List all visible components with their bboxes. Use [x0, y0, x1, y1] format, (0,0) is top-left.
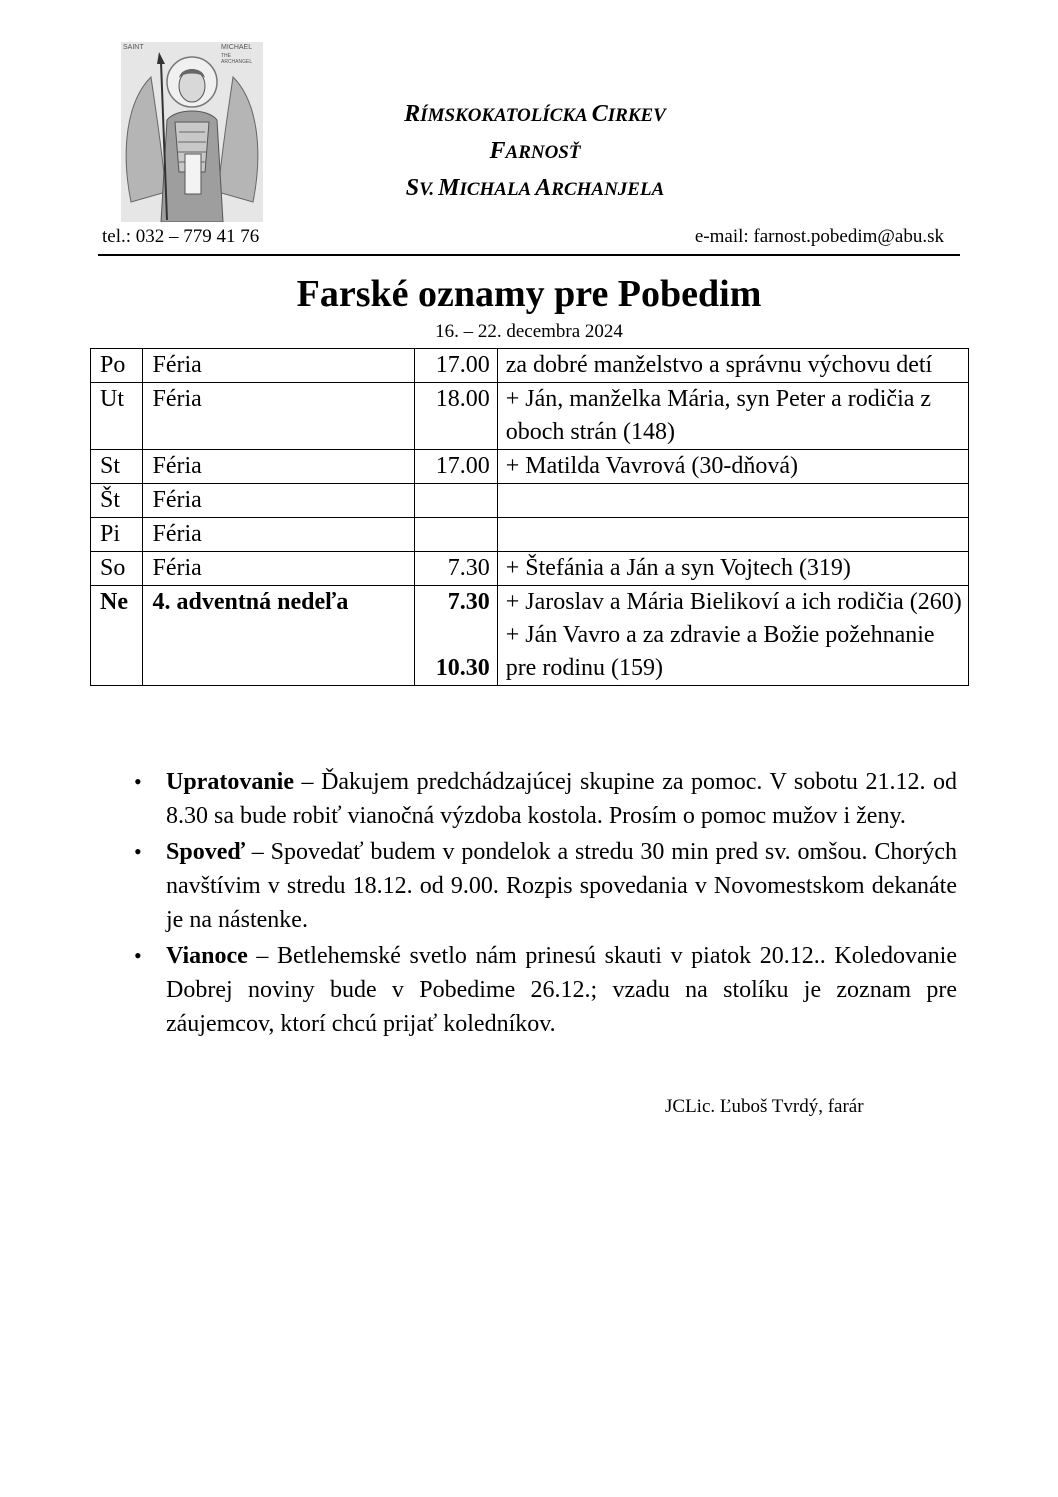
date-range: 16. – 22. decembra 2024: [435, 321, 623, 342]
bullet-icon: •: [134, 943, 142, 968]
church-title: [300, 97, 770, 208]
saint-michael-icon: [121, 42, 263, 222]
schedule-intention: + Matilda Vavrová (30-dňová): [497, 450, 968, 484]
announcement-item: [134, 939, 957, 1041]
schedule-intention-2: + Ján Vavro a za zdravie a Božie požehnanie pre rodinu (159): [505, 622, 935, 681]
schedule-row: [91, 518, 969, 552]
schedule-day: Ut: [91, 383, 143, 450]
schedule-time: 18.00: [414, 383, 497, 450]
schedule-row: [91, 349, 969, 383]
church-title-line2: FARNOSŤ: [489, 138, 581, 164]
announcement-heading: Spoveď: [166, 839, 245, 865]
phone-number: tel.: 032 – 779 41 76: [102, 226, 260, 247]
church-title-line1: RÍMSKOKATOLÍCKA CIRKEV: [404, 101, 666, 127]
schedule-time: 17.00: [414, 450, 497, 484]
schedule-row: [91, 552, 969, 586]
schedule-day: Ne: [91, 586, 143, 686]
announcement-item: [134, 835, 957, 937]
schedule-intention: [497, 484, 968, 518]
schedule-day: So: [91, 552, 143, 586]
announcements-list: [134, 765, 957, 1043]
schedule-time: 7.30: [414, 552, 497, 586]
schedule-feast: Féria: [143, 552, 414, 586]
schedule-row: [91, 586, 969, 686]
signature: JCLic. Ľuboš Tvrdý, farár: [665, 1096, 864, 1117]
church-title-line3: SV. MICHALA ARCHANJELA: [405, 175, 665, 201]
schedule-feast: Féria: [143, 349, 414, 383]
icon-caption-sub: THE ARCHANGEL: [221, 53, 253, 65]
announcement-text: – Spovedať budem v pondelok a stredu 30 min pred sv. omšou. Chorých navštívim v stredu 18.12. od 9.00. Rozpis spovedania v Novomestskom dekanáte je na nástenke.: [166, 839, 957, 933]
schedule-feast: Féria: [143, 518, 414, 552]
schedule-row: [91, 383, 969, 450]
bullet-icon: •: [134, 769, 142, 794]
schedule-time-2: 10.30: [435, 655, 490, 681]
page-title: Farské oznamy pre Pobedim: [296, 273, 762, 315]
announcement-item: [134, 765, 957, 833]
schedule-intention: za dobré manželstvo a správnu výchovu detí: [497, 349, 968, 383]
schedule-feast: Féria: [143, 383, 414, 450]
schedule-day: Po: [91, 349, 143, 383]
bullet-icon: •: [134, 839, 142, 864]
schedule-day: Št: [91, 484, 143, 518]
mass-schedule-table: [90, 348, 969, 686]
schedule-time: [414, 518, 497, 552]
schedule-row: [91, 450, 969, 484]
announcement-text: – Ďakujem predchádzajúcej skupine za pomoc. V sobotu 21.12. od 8.30 sa bude robiť vianočná výzdoba kostola. Prosím o pomoc mužov i ženy.: [166, 769, 957, 829]
announcement-heading: Vianoce: [166, 943, 248, 969]
schedule-time-1: 7.30: [447, 589, 490, 615]
announcement-heading: Upratovanie: [166, 769, 294, 795]
schedule-time: 17.00: [414, 349, 497, 383]
schedule-day: Pi: [91, 518, 143, 552]
schedule-intention: + Štefánia a Ján a syn Vojtech (319): [497, 552, 968, 586]
contact-row: [98, 226, 960, 256]
announcement-text: – Betlehemské svetlo nám prinesú skauti v piatok 20.12.. Koledovanie Dobrej noviny bude v Pobedime 26.12.; vzadu na stolíku je zoznam pre záujemcov, ktorí chcú prijať koledníkov.: [166, 943, 957, 1037]
schedule-intention: + Ján, manželka Mária, syn Peter a rodičia z oboch strán (148): [497, 383, 968, 450]
schedule-day: St: [91, 450, 143, 484]
schedule-feast: Féria: [143, 484, 414, 518]
schedule-intention: [497, 586, 968, 686]
schedule-intention: [497, 518, 968, 552]
icon-caption-right: MICHAEL: [221, 44, 253, 51]
icon-caption-left: SAINT: [123, 44, 144, 51]
email-address: e-mail: farnost.pobedim@abu.sk: [694, 226, 944, 247]
schedule-feast: Féria: [143, 450, 414, 484]
schedule-intention-1: + Jaroslav a Mária Bielikoví a ich rodičia (260): [505, 589, 962, 615]
schedule-time: [414, 484, 497, 518]
schedule-row: [91, 484, 969, 518]
schedule-time: [414, 586, 497, 686]
schedule-feast: 4. adventná nedeľa: [143, 586, 414, 686]
